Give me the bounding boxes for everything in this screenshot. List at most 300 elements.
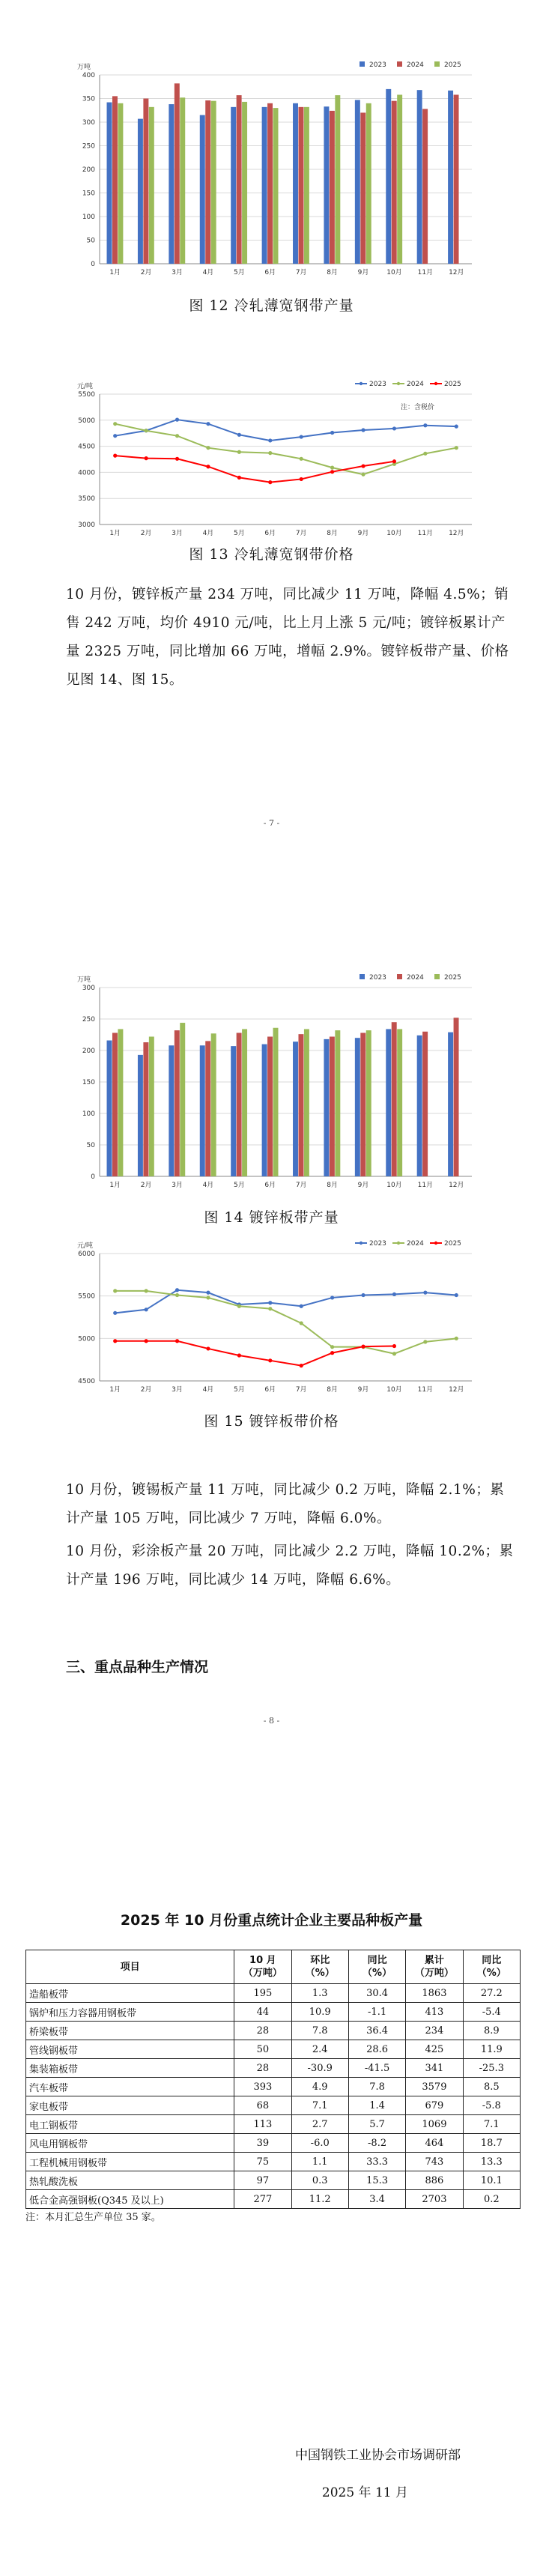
- bar-2024: [237, 1032, 242, 1176]
- point-2023: [455, 425, 458, 429]
- table-row: [26, 2059, 521, 2078]
- table-cell: 75: [234, 2153, 291, 2171]
- legend-label: 2025: [444, 1240, 461, 1248]
- x-tick-label: 6月: [264, 1182, 276, 1189]
- x-tick-label: 4月: [202, 530, 214, 537]
- bar-2023: [231, 107, 236, 264]
- x-tick-label: 1月: [109, 1182, 121, 1189]
- point-2025: [113, 1339, 117, 1343]
- x-tick-label: 12月: [449, 530, 464, 537]
- bar-2025: [366, 1030, 371, 1176]
- bar-2023: [138, 119, 143, 264]
- table-cell: 341: [406, 2059, 463, 2078]
- point-2023: [175, 1288, 179, 1292]
- bar-2023: [107, 103, 112, 264]
- table-cell: 27.2: [463, 1984, 520, 2003]
- bar-2025: [118, 1029, 123, 1176]
- point-2023: [175, 418, 179, 422]
- bar-2025: [211, 101, 216, 264]
- table-row-label: 锅炉和压力容器用钢板带: [26, 2003, 234, 2022]
- table-cell: 464: [406, 2134, 463, 2153]
- y-tick-label: 0: [91, 261, 95, 268]
- x-tick-label: 5月: [234, 1386, 245, 1394]
- y-tick-label: 50: [86, 1142, 95, 1149]
- bar-2024: [143, 99, 148, 264]
- bar-2024: [360, 112, 365, 264]
- y-tick-label: 150: [82, 190, 95, 198]
- table-header-cell: 同比 （%）: [463, 1950, 520, 1984]
- line-2025: [115, 456, 395, 482]
- bar-2024: [205, 1041, 210, 1176]
- table-cell: -30.9: [291, 2059, 348, 2078]
- bar-2024: [298, 107, 303, 264]
- chart-annotation: 注：含税价: [401, 404, 435, 411]
- bar-2023: [417, 90, 422, 264]
- bar-2024: [112, 1032, 118, 1176]
- legend-swatch: [360, 1242, 362, 1245]
- point-2024: [237, 450, 241, 454]
- x-tick-label: 1月: [109, 530, 121, 537]
- table-cell: 425: [406, 2040, 463, 2059]
- y-tick-label: 250: [82, 1016, 95, 1024]
- table-cell: 393: [234, 2078, 291, 2096]
- point-2025: [268, 480, 272, 484]
- table-cell: 743: [406, 2153, 463, 2171]
- x-tick-label: 3月: [172, 530, 183, 537]
- legend-swatch: [397, 1242, 400, 1245]
- point-2024: [268, 451, 272, 455]
- line-2024: [115, 1291, 457, 1354]
- table-cell: 1069: [406, 2115, 463, 2134]
- point-2025: [392, 1344, 396, 1348]
- table-cell: 15.3: [348, 2171, 405, 2190]
- table-body: [26, 1984, 521, 2209]
- legend-label: 2023: [369, 1240, 386, 1248]
- table-header-cell: 10 月 （万吨）: [234, 1950, 291, 1984]
- point-2024: [300, 457, 303, 461]
- y-axis-unit: 元/吨: [77, 1242, 94, 1250]
- point-2023: [392, 1292, 396, 1296]
- point-2023: [330, 1295, 334, 1299]
- point-2024: [113, 1289, 117, 1292]
- table-header-cell: 同比 （%）: [348, 1950, 405, 1984]
- point-2023: [113, 434, 117, 438]
- table-cell: 3579: [406, 2078, 463, 2096]
- table-row-label: 低合金高强钢板(Q345 及以上): [26, 2190, 234, 2209]
- bar-2024: [330, 111, 335, 264]
- point-2023: [300, 435, 303, 438]
- bar-2025: [304, 107, 309, 264]
- table-row: [26, 2153, 521, 2171]
- x-tick-label: 6月: [264, 1386, 276, 1394]
- bar-2025: [180, 1023, 185, 1176]
- legend-swatch: [397, 382, 400, 385]
- table-cell: 30.4: [348, 1984, 405, 2003]
- x-tick-label: 12月: [449, 1386, 464, 1394]
- point-2023: [455, 1293, 458, 1297]
- y-tick-label: 4500: [78, 443, 95, 451]
- table-cell: 13.3: [463, 2153, 520, 2171]
- table-row-label: 电工钢板带: [26, 2115, 234, 2134]
- table-cell: 2.4: [291, 2040, 348, 2059]
- bar-2024: [422, 109, 428, 264]
- point-2023: [330, 431, 334, 435]
- point-2023: [145, 1307, 148, 1311]
- bar-2025: [366, 103, 371, 264]
- bar-2024: [454, 1018, 459, 1176]
- table-row-label: 热轧酸洗板: [26, 2171, 234, 2190]
- bar-2023: [231, 1046, 236, 1176]
- bar-2023: [386, 1029, 391, 1176]
- bar-2023: [138, 1055, 143, 1176]
- x-tick-label: 4月: [202, 269, 214, 276]
- x-tick-label: 1月: [109, 269, 121, 276]
- bar-2025: [397, 94, 402, 264]
- bar-2024: [237, 95, 242, 264]
- table-cell: 679: [406, 2096, 463, 2115]
- point-2025: [268, 1358, 272, 1362]
- table-header-cell: 累计 （万吨）: [406, 1950, 463, 1984]
- table-cell: 68: [234, 2096, 291, 2115]
- bar-2025: [149, 1037, 154, 1176]
- table-row-label: 汽车板带: [26, 2078, 234, 2096]
- y-tick-label: 3500: [78, 495, 95, 504]
- legend-label: 2024: [407, 1240, 424, 1248]
- y-tick-label: 250: [82, 142, 95, 151]
- table-row: [26, 2040, 521, 2059]
- bar-2023: [262, 1044, 267, 1176]
- legend-swatch: [434, 974, 440, 979]
- point-2024: [423, 1340, 427, 1343]
- table-cell: 2.7: [291, 2115, 348, 2134]
- table-cell: 50: [234, 2040, 291, 2059]
- bar-2024: [330, 1037, 335, 1176]
- section-heading: 三、重点品种生产情况: [66, 1659, 209, 1675]
- table-cell: 3.4: [348, 2190, 405, 2209]
- table-cell: -5.8: [463, 2096, 520, 2115]
- point-2024: [145, 429, 148, 432]
- table-cell: -25.3: [463, 2059, 520, 2078]
- x-tick-label: 8月: [327, 1182, 338, 1189]
- x-tick-label: 11月: [417, 1386, 434, 1394]
- x-tick-label: 9月: [357, 1182, 369, 1189]
- bar-2023: [200, 115, 205, 264]
- point-2024: [300, 1321, 303, 1325]
- bar-2025: [397, 1029, 402, 1176]
- caption-fig15: 图 15 镀锌板带价格: [204, 1413, 339, 1430]
- x-tick-label: 4月: [202, 1182, 214, 1189]
- y-tick-label: 100: [82, 1110, 95, 1118]
- bar-2023: [169, 1045, 174, 1176]
- bar-2024: [175, 1030, 180, 1176]
- y-tick-label: 5000: [78, 417, 95, 425]
- point-2025: [392, 459, 396, 463]
- y-axis-unit: 万吨: [77, 64, 91, 71]
- point-2025: [300, 477, 303, 481]
- legend-label: 2023: [369, 61, 386, 69]
- legend-swatch: [434, 61, 440, 67]
- table-cell: 0.3: [291, 2171, 348, 2190]
- bar-2024: [112, 96, 118, 264]
- legend-swatch: [397, 974, 402, 979]
- bar-2025: [335, 95, 340, 264]
- bar-2023: [200, 1045, 205, 1176]
- bar-2023: [448, 91, 453, 264]
- caption-fig13: 图 13 冷轧薄宽钢带价格: [189, 546, 354, 563]
- table-cell: 7.8: [348, 2078, 405, 2096]
- point-2024: [206, 446, 210, 450]
- table-cell: 195: [234, 1984, 291, 2003]
- bar-2024: [267, 103, 273, 264]
- point-2025: [237, 1353, 241, 1357]
- x-tick-label: 9月: [357, 1386, 369, 1394]
- x-tick-label: 7月: [295, 269, 307, 276]
- x-tick-label: 1月: [109, 1386, 121, 1394]
- table-row-label: 风电用钢板带: [26, 2134, 234, 2153]
- point-2024: [145, 1289, 148, 1292]
- x-tick-label: 2月: [140, 1182, 152, 1189]
- bar-2025: [242, 102, 247, 264]
- x-tick-label: 10月: [386, 1386, 402, 1394]
- x-tick-label: 10月: [386, 1182, 402, 1189]
- y-tick-label: 300: [82, 985, 95, 992]
- point-2023: [423, 423, 427, 427]
- bar-2024: [298, 1034, 303, 1176]
- x-tick-label: 3月: [172, 269, 183, 276]
- x-tick-label: 2月: [140, 530, 152, 537]
- table-cell: 11.9: [463, 2040, 520, 2059]
- table-row: [26, 1984, 521, 2003]
- x-tick-label: 5月: [234, 1182, 245, 1189]
- paragraph-tinplate: 10 月份，镀锡板产量 11 万吨，同比减少 0.2 万吨，降幅 2.1%；累计产量 105 万吨，同比减少 7 万吨，降幅 6.0%。: [66, 1482, 505, 1526]
- bar-2023: [262, 107, 267, 264]
- table-row: [26, 2003, 521, 2022]
- table-cell: 33.3: [348, 2153, 405, 2171]
- table-row-label: 工程机械用钢板带: [26, 2153, 234, 2171]
- table-cell: 28.6: [348, 2040, 405, 2059]
- line-2024: [115, 424, 457, 475]
- table-cell: 28: [234, 2059, 291, 2078]
- point-2024: [330, 1345, 334, 1349]
- point-2024: [361, 473, 365, 477]
- table-row-label: 家电板带: [26, 2096, 234, 2115]
- caption-fig12: 图 12 冷轧薄宽钢带产量: [189, 297, 354, 314]
- bar-2024: [205, 100, 210, 264]
- bar-2025: [242, 1029, 247, 1176]
- table-row: [26, 2134, 521, 2153]
- table-cell: 10.1: [463, 2171, 520, 2190]
- legend-label: 2025: [444, 974, 461, 982]
- y-axis-unit: 万吨: [77, 976, 91, 984]
- bar-2023: [386, 89, 391, 264]
- table-cell: 39: [234, 2134, 291, 2153]
- bar-2023: [324, 1039, 329, 1176]
- table-header-cell: 项目: [26, 1950, 234, 1984]
- point-2024: [175, 434, 179, 438]
- point-2024: [237, 1304, 241, 1308]
- table-cell: 8.5: [463, 2078, 520, 2096]
- point-2024: [330, 466, 334, 470]
- table-cell: 1.1: [291, 2153, 348, 2171]
- chart-fig12: [66, 61, 485, 286]
- x-tick-label: 6月: [264, 530, 276, 537]
- y-tick-label: 200: [82, 166, 95, 174]
- point-2025: [175, 457, 179, 461]
- point-2025: [361, 1345, 365, 1349]
- bar-2024: [143, 1042, 148, 1176]
- point-2023: [423, 1291, 427, 1295]
- legend-label: 2024: [407, 61, 424, 69]
- legend-label: 2023: [369, 381, 386, 388]
- point-2023: [237, 433, 241, 437]
- y-tick-label: 4500: [78, 1378, 95, 1385]
- bar-2025: [335, 1030, 340, 1176]
- line-2025: [115, 1341, 395, 1366]
- table-cell: -1.1: [348, 2003, 405, 2022]
- point-2023: [113, 1311, 117, 1315]
- bar-2025: [118, 103, 123, 264]
- table-cell: 7.8: [291, 2022, 348, 2040]
- point-2023: [361, 428, 365, 432]
- y-tick-label: 5500: [78, 1292, 95, 1301]
- table-cell: 10.9: [291, 2003, 348, 2022]
- table-cell: 5.7: [348, 2115, 405, 2134]
- chart-fig15: [66, 1240, 485, 1397]
- bar-2025: [304, 1029, 309, 1176]
- table-cell: 413: [406, 2003, 463, 2022]
- x-tick-label: 11月: [417, 1182, 434, 1189]
- chart-fig13: [66, 381, 485, 541]
- table-row-label: 桥梁板带: [26, 2022, 234, 2040]
- legend-label: 2025: [444, 61, 461, 69]
- table-cell: -5.4: [463, 2003, 520, 2022]
- bar-2023: [355, 100, 360, 264]
- legend-label: 2023: [369, 974, 386, 982]
- footer-org: 中国钢铁工业协会市场调研部: [295, 2448, 461, 2463]
- table-cell: 7.1: [291, 2096, 348, 2115]
- table-row: [26, 2022, 521, 2040]
- point-2025: [300, 1364, 303, 1367]
- table-row-label: 管线钢板带: [26, 2040, 234, 2059]
- x-tick-label: 12月: [449, 269, 464, 276]
- y-tick-label: 5500: [78, 391, 95, 399]
- point-2025: [145, 1339, 148, 1343]
- x-tick-label: 9月: [357, 269, 369, 276]
- table-cell: 0.2: [463, 2190, 520, 2209]
- y-tick-label: 350: [82, 95, 95, 103]
- x-tick-label: 3月: [172, 1386, 183, 1394]
- legend-swatch: [397, 61, 402, 67]
- table-cell: -8.2: [348, 2134, 405, 2153]
- point-2023: [300, 1304, 303, 1308]
- x-tick-label: 7月: [295, 1182, 307, 1189]
- legend-label: 2024: [407, 381, 424, 388]
- legend-swatch: [360, 974, 365, 979]
- x-tick-label: 7月: [295, 1386, 307, 1394]
- point-2025: [113, 454, 117, 458]
- bar-2025: [180, 97, 185, 264]
- point-2023: [268, 1301, 272, 1304]
- chart-fig14: [66, 974, 485, 1199]
- bar-2024: [422, 1032, 428, 1176]
- y-tick-label: 100: [82, 214, 95, 221]
- line-2023: [115, 420, 457, 441]
- point-2023: [361, 1293, 365, 1297]
- point-2023: [206, 422, 210, 426]
- point-2025: [175, 1339, 179, 1343]
- table-cell: 234: [406, 2022, 463, 2040]
- y-tick-label: 50: [86, 237, 95, 245]
- bar-2023: [355, 1038, 360, 1176]
- y-axis-unit: 元/吨: [77, 383, 94, 390]
- x-tick-label: 10月: [386, 530, 402, 537]
- table-cell: 886: [406, 2171, 463, 2190]
- x-tick-label: 11月: [417, 530, 434, 537]
- point-2025: [206, 1346, 210, 1350]
- paragraph-galvanized: 10 月份，镀锌板产量 234 万吨，同比减少 11 万吨，降幅 4.5%；销售 242 万吨，均价 4910 元/吨，比上月上涨 5 元/吨；镀锌板累计产量 2325 万吨，同比增加 66 万吨，增幅 2.9%。镀锌板带产量、价格见图 14、图 15。: [66, 587, 509, 688]
- x-tick-label: 5月: [234, 269, 245, 276]
- y-tick-label: 4000: [78, 469, 95, 477]
- y-tick-label: 200: [82, 1047, 95, 1055]
- table-cell: 18.7: [463, 2134, 520, 2153]
- y-tick-label: 3000: [78, 521, 95, 529]
- legend-label: 2024: [407, 974, 424, 982]
- bar-2023: [107, 1041, 112, 1176]
- x-tick-label: 8月: [327, 1386, 338, 1394]
- bar-2023: [324, 106, 329, 264]
- table-cell: 28: [234, 2022, 291, 2040]
- table-cell: 1863: [406, 1984, 463, 2003]
- point-2024: [175, 1293, 179, 1297]
- table-row-label: 集装箱板带: [26, 2059, 234, 2078]
- point-2025: [330, 1351, 334, 1355]
- point-2023: [268, 438, 272, 442]
- table-row: [26, 2096, 521, 2115]
- bar-2025: [273, 108, 279, 264]
- bar-2024: [392, 1022, 397, 1176]
- x-tick-label: 9月: [357, 530, 369, 537]
- point-2025: [361, 464, 365, 468]
- x-tick-label: 8月: [327, 530, 338, 537]
- point-2023: [392, 426, 396, 430]
- legend-label: 2025: [444, 381, 461, 388]
- x-tick-label: 10月: [386, 269, 402, 276]
- point-2024: [113, 422, 117, 426]
- bar-2025: [273, 1028, 279, 1176]
- table-cell: 1.3: [291, 1984, 348, 2003]
- x-tick-label: 6月: [264, 269, 276, 276]
- y-tick-label: 5000: [78, 1335, 95, 1343]
- x-tick-label: 4月: [202, 1386, 214, 1394]
- paragraph-color-coated: 10 月份，彩涂板产量 20 万吨，同比减少 2.2 万吨，降幅 10.2%；累计产量 196 万吨，同比减少 14 万吨，降幅 6.6%。: [66, 1544, 514, 1588]
- table-cell: 8.9: [463, 2022, 520, 2040]
- page-number: - 7 -: [263, 818, 280, 828]
- y-tick-label: 0: [91, 1173, 95, 1181]
- x-tick-label: 2月: [140, 269, 152, 276]
- y-tick-label: 400: [82, 72, 95, 79]
- legend-swatch: [434, 382, 437, 385]
- point-2024: [455, 1337, 458, 1340]
- point-2024: [268, 1307, 272, 1310]
- table-row: [26, 2078, 521, 2096]
- table-row: [26, 2190, 521, 2209]
- table-cell: 11.2: [291, 2190, 348, 2209]
- table-row-label: 造船板带: [26, 1984, 234, 2003]
- x-tick-label: 12月: [449, 1182, 464, 1189]
- point-2024: [392, 1352, 396, 1355]
- point-2024: [423, 452, 427, 456]
- point-2025: [145, 456, 148, 460]
